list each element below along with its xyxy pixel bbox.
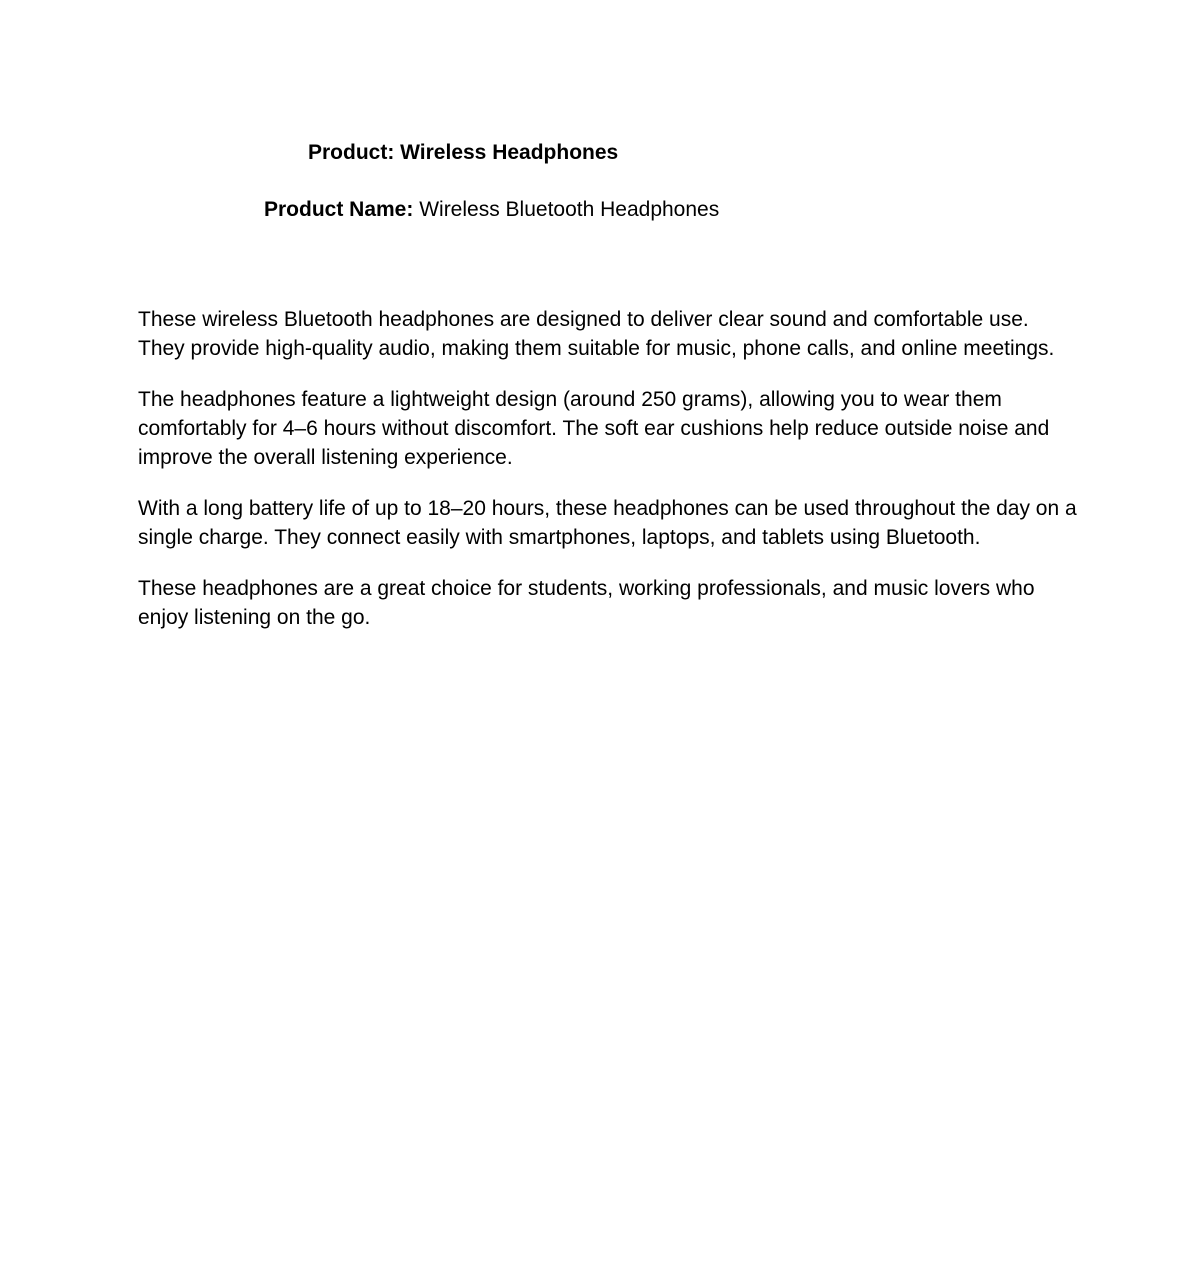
paragraph-design: The headphones feature a lightweight design (around 250 grams), allowing you to wear them comfortably for 4–6 hours without discomfort. The soft ear cushions help reduce outside noise and improve the overall listening experience. (138, 388, 1050, 469)
document-body (138, 305, 1078, 654)
product-name-value: Wireless Bluetooth Headphones (419, 198, 720, 221)
product-name-line (264, 196, 719, 224)
document-title: Product: Wireless Headphones (308, 141, 619, 164)
paragraph-intro: These wireless Bluetooth headphones are designed to deliver clear sound and comfortable use. They provide high-quality audio, making them suitable for music, phone calls, and online meetings. (138, 308, 1055, 360)
paragraph-audience: These headphones are a great choice for students, working professionals, and music lovers who enjoy listening on the go. (138, 577, 1035, 629)
product-name-label: Product Name: (264, 198, 414, 221)
paragraph-battery: With a long battery life of up to 18–20 hours, these headphones can be used throughout the day on a single charge. They connect easily with smartphones, laptops, and tablets using Bluetooth. (138, 497, 1077, 549)
